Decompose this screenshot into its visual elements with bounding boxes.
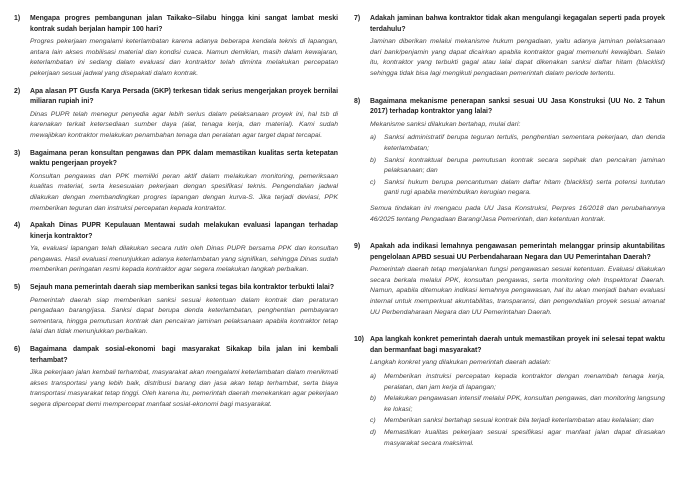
question-number: 3) (14, 149, 21, 157)
answer-7: Jaminan diberikan melalui mekanisme hukum pengadaan, yaitu adanya jaminan pelaksanaan dari bank/penjamin yang dapat dicairkan apabila kontraktor gagal memenuhi kewajiban. Selain itu, kontraktor yang terbukti gagal atau lalai dapat dikenakan sanksi daftar hitam (blacklist) sehingga tidak bisa lagi mengikuti pengadaan pemerintah dalam periode tertentu. (370, 38, 665, 77)
qa-item-7 (354, 14, 665, 80)
right-column (354, 14, 665, 466)
question-text: Apakah Dinas PUPR Kepulauan Mentawai sudah melakukan evaluasi lapangan terhadap kinerja kontraktor? (30, 222, 338, 240)
list-letter: a) (370, 373, 377, 381)
question-text: Sejauh mana pemerintah daerah siap memberikan sanksi tegas bila kontraktor terbukti lalai? (30, 284, 335, 292)
qa-item-10 (354, 335, 665, 449)
list-letter: a) (370, 134, 377, 142)
answer-10-intro: Langkah konkret yang dilakukan pemerintah daerah adalah: (370, 359, 551, 367)
answer-8-list-item-c (370, 178, 665, 199)
list-text: Memberikan instruksi percepatan kepada kontraktor dengan menambah tenaga kerja, peralatan, dan jam kerja di lapangan; (384, 373, 665, 391)
list-letter: d) (370, 429, 377, 436)
question-number: 2) (14, 87, 21, 95)
question-text: Bagaimana peran konsultan pengawas dan PPK dalam memastikan kualitas serta ketepatan waktu pengerjaan proyek? (30, 149, 338, 168)
question-text: Adakah jaminan bahwa kontraktor tidak akan mengulangi kegagalan seperti pada proyek terdahulu? (370, 15, 665, 33)
question-text: Apa alasan PT Gusfa Karya Persada (GKP) terkesan tidak serius mengerjakan proyek bernilai miliaran rupiah ini? (30, 87, 338, 106)
answer-6: Jika pekerjaan jalan kembali terhambat, masyarakat akan mengalami keterlambatan dalam menikmati akses transportasi yang lebih baik, distribusi barang dan jasa akan tetap terhambat, serta biaya transportasi masyarakat tetap tinggi. Oleh karena itu, pemerintah daerah menekankan agar pekerjaan segera dipercepat demi mempercepat manfaat sosial-ekonomi bagi masyarakat. (30, 369, 338, 408)
question-text: Mengapa progres pembangunan jalan Taikako–Silabu hingga kini sangat lambat meski kontrak sudah berjalan hampir 100 hari? (30, 15, 338, 33)
list-text: Sanksi hukum berupa pencantuman dalam daftar hitam (blacklist) serta potensi tuntutan ganti rugi apabila menimbulkan kerugian negara. (384, 178, 665, 197)
question-10 (354, 335, 665, 356)
qa-item-3 (14, 149, 338, 215)
answer-10-list-item-a (370, 372, 665, 393)
answer-9: Pemerintah daerah tetap menjalankan fungsi pengawasan sesuai ketentuan. Evaluasi dilakukan secara berkala melalui PPK, konsultan pengawas, serta monitoring oleh Inspektorat Daerah. Namun, apabila ditemukan indikasi lemahnya pengawasan, hal itu akan menjadi bahan evaluasi internal untuk memperkuat akuntabilitas, transparansi, dan pengendalian proyek sesuai amanat UU Perbendaharaan Negara dan UU Pemerintahan Daerah. (370, 266, 665, 316)
question-text: Bagaimana dampak sosial-ekonomi bagi masyarakat Sikakap bila jalan ini kembali terhambat? (30, 346, 338, 364)
question-number: 9) (354, 243, 361, 251)
list-text: Sanksi kontraktual berupa pemutusan kontrak secara sepihak dan pencairan jaminan pelaksanaan; dan (384, 156, 665, 175)
answer-3: Konsultan pengawas dan PPK memiliki peran aktif dalam melakukan monitoring, pemeriksaan kualitas material, serta kesesuaian pekerjaan dengan spesifikasi teknis. Pengendalian jadwal dilakukan dengan membandingkan progres lapangan dengan kurva-S. Jika terjadi deviasi, PPK memberikan teguran dan instruksi percepatan kepada kontraktor. (30, 172, 338, 212)
list-text: Sanksi administratif berupa teguran tertulis, penghentian sementara pekerjaan, dan denda keterlambatan; (384, 134, 665, 152)
answer-1: Progres pekerjaan mengalami keterlambatan karena adanya beberapa kendala teknis di lapangan, antara lain akses mobilisasi material dan kondisi cuaca. Namun demikian, masih dalam kewajaran, keterlambatan ini sedang dalam evaluasi dan kontraktor telah diminta melakukan percepatan pekerjaan sesuai jadwal yang disepakati dalam kontrak. (30, 38, 338, 77)
question-text: Apa langkah konkret pemerintah daerah untuk memastikan proyek ini selesai tepat waktu dan bermanfaat bagi masyarakat? (370, 336, 665, 354)
left-column (14, 14, 338, 466)
question-number: 5) (14, 284, 21, 292)
question-8 (354, 97, 665, 118)
qa-item-5 (14, 283, 338, 338)
question-2 (14, 87, 338, 108)
list-letter: b) (370, 156, 377, 164)
question-5 (14, 283, 338, 294)
answer-2: Dinas PUPR telah menegur penyedia agar lebih serius dalam pelaksanaan proyek ini, hal tsb di karenakan terkait ketersediaan sumber daya (alat, tenaga kerja, dan material). Kami sudah mewajibkan kontraktor melakukan penambahan tenaga dan peralatan agar target dapat tercapai. (30, 110, 338, 139)
answer-10-list-item-c (370, 416, 665, 427)
list-letter: c) (370, 417, 376, 425)
answer-8-list-item-a (370, 133, 665, 154)
list-text: Memberikan sanksi bertahap sesuai kontrak bila terjadi keterlambatan atau kelalaian; dan (384, 417, 654, 425)
list-letter: b) (370, 395, 377, 403)
answer-8-list-item-b (370, 156, 665, 177)
qa-item-4 (14, 221, 338, 276)
answer-8-outro: Semua tindakan ini mengacu pada UU Jasa Konstruksi, Perpres 16/2018 dan perubahannya 46/2025 tentang Pengadaan Barang/Jasa Pemerintah, dan ketentuan kontrak. (370, 204, 665, 223)
question-1 (14, 14, 338, 35)
question-9 (354, 242, 665, 263)
question-text: Bagaimana mekanisme penerapan sanksi sesuai UU Jasa Konstruksi (UU No. 2 Tahun 2017) terhadap kontraktor yang lalai? (370, 97, 665, 116)
question-3 (14, 149, 338, 170)
answer-4: Ya, evaluasi lapangan telah dilakukan secara rutin oleh Dinas PUPR bersama PPK dan konsultan pengawas. Hasil evaluasi menunjukkan adanya keterlambatan yang signifikan, sehingga Dinas sudah memberikan peringatan resmi kepada kontraktor agar segera melakukan langkah perbaikan. (30, 245, 338, 274)
question-number: 7) (354, 15, 361, 22)
answer-8-intro: Mekanisme sanksi dilakukan bertahap, mulai dari: (370, 120, 521, 128)
qa-item-9 (354, 242, 665, 318)
question-text: Apakah ada indikasi lemahnya pengawasan pemerintah melanggar prinsip akuntabilitas pengelolaan APBD sesuai UU Perbendaharaan Negara dan UU Pemerintahan Daerah? (370, 243, 665, 261)
answer-10-list-item-b (370, 394, 665, 415)
question-4 (14, 221, 338, 242)
answer-10-list-item-d (370, 428, 665, 449)
question-7 (354, 14, 665, 35)
answer-5: Pemerintah daerah siap memberikan sanksi sesuai ketentuan dalam kontrak dan peraturan pengadaan barang/jasa. Sanksi dapat berupa denda keterlambatan, penghentian pembayaran sementara, hingga pemutusan kontrak dan pencairan jaminan pelaksanaan apabila kontraktor tetap lalai dan tidak menunjukkan perbaikan. (30, 296, 338, 336)
question-number: 10) (354, 336, 364, 344)
qa-item-6 (14, 345, 338, 411)
list-text: Memastikan kualitas pekerjaan sesuai spesifikasi agar manfaat jalan dapat dirasakan masyarakat secara maksimal. (384, 429, 665, 447)
question-number: 8) (354, 97, 361, 105)
question-6 (14, 345, 338, 366)
list-text: Melakukan pengawasan intensif melalui PPK, konsultan pengawas, dan monitoring langsung ke lokasi; (384, 395, 665, 413)
qa-item-2 (14, 87, 338, 142)
qa-item-8 (354, 97, 665, 226)
qa-item-1 (14, 14, 338, 80)
list-letter: c) (370, 178, 376, 186)
question-number: 6) (14, 346, 21, 354)
question-number: 4) (14, 222, 21, 230)
question-number: 1) (14, 15, 21, 22)
